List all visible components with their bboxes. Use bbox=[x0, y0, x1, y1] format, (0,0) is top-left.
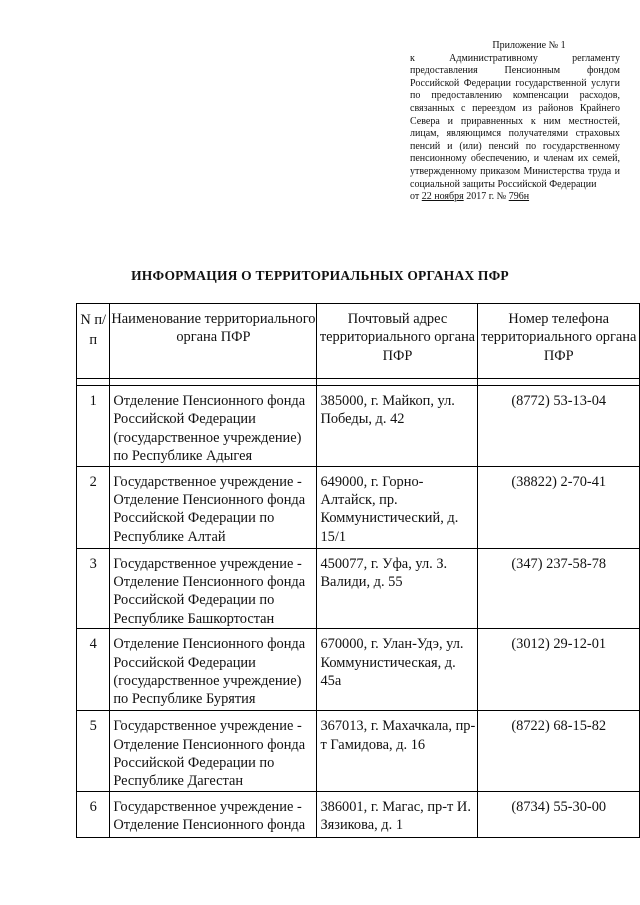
cell-name: Государственное учреждение - Отделение Пенсионного фонда Российской Федерации по Республике Алтай bbox=[110, 466, 317, 548]
doc-number: 796н bbox=[508, 191, 530, 203]
date-prefix: от bbox=[410, 191, 420, 203]
cell-phone: (347) 237-58-78 bbox=[478, 548, 640, 629]
date-value: 22 ноября bbox=[421, 191, 464, 203]
cell-name: Отделение Пенсионного фонда Российской Федерации (государственное учреждение) по Республике Адыгея bbox=[110, 386, 317, 467]
table-row bbox=[77, 466, 640, 548]
cell-n: 5 bbox=[77, 711, 110, 792]
cell-phone: (38822) 2-70-41 bbox=[478, 466, 640, 548]
header-phone: Номер телефона территориального органа ПФР bbox=[478, 304, 640, 379]
cell-name: Государственное учреждение - Отделение Пенсионного фонда bbox=[110, 791, 317, 837]
header-n: N п/п bbox=[77, 304, 110, 379]
cell-n: 2 bbox=[77, 466, 110, 548]
cell-address: 386001, г. Магас, пр-т И. Зязикова, д. 1 bbox=[317, 791, 478, 837]
cell-phone: (8772) 53-13-04 bbox=[478, 386, 640, 467]
cell-address: 670000, г. Улан-Удэ, ул. Коммунистическая, д. 45а bbox=[317, 629, 478, 711]
appendix-date bbox=[410, 191, 620, 204]
header-address: Почтовый адрес территориального органа ПФР bbox=[317, 304, 478, 379]
appendix-note bbox=[410, 40, 620, 204]
cell-n: 6 bbox=[77, 791, 110, 837]
table-row bbox=[77, 629, 640, 711]
cell-name: Государственное учреждение - Отделение Пенсионного фонда Российской Федерации по Республике Дагестан bbox=[110, 711, 317, 792]
page-title: ИНФОРМАЦИЯ О ТЕРРИТОРИАЛЬНЫХ ОРГАНАХ ПФР bbox=[131, 268, 509, 283]
cell-name: Государственное учреждение - Отделение Пенсионного фонда Российской Федерации по Республике Башкортостан bbox=[110, 548, 317, 629]
cell-n: 4 bbox=[77, 629, 110, 711]
appendix-title: Приложение № 1 bbox=[492, 40, 566, 51]
table-spacer-row bbox=[77, 379, 640, 386]
appendix-body: к Административному регламенту предоставления Пенсионным фондом Российской Федерации государственной услуги по предоставлению компенсации расходов, связанных с переездом из районов Крайнего Севера и приравненных к ним местностей, лицам, являющимся получателями страховых пенсий и (или) пенсий по государственному пенсионному обеспечению, и членам их семей, утвержденному приказом Министерства труда и социальной защиты Российской Федерации bbox=[410, 52, 620, 190]
table-row bbox=[77, 386, 640, 467]
cell-phone: (8734) 55-30-00 bbox=[478, 791, 640, 837]
cell-address: 450077, г. Уфа, ул. З. Валиди, д. 55 bbox=[317, 548, 478, 629]
cell-phone: (3012) 29-12-01 bbox=[478, 629, 640, 711]
cell-phone: (8722) 68-15-82 bbox=[478, 711, 640, 792]
cell-name: Отделение Пенсионного фонда Российской Федерации (государственное учреждение) по Республике Бурятия bbox=[110, 629, 317, 711]
table-row bbox=[77, 711, 640, 792]
cell-address: 649000, г. Горно-Алтайск, пр. Коммунистический, д. 15/1 bbox=[317, 466, 478, 548]
table-header-row bbox=[77, 304, 640, 379]
territorial-bodies-table bbox=[76, 303, 640, 838]
date-year: 2017 г. № bbox=[466, 191, 507, 203]
cell-n: 3 bbox=[77, 548, 110, 629]
table-row bbox=[77, 548, 640, 629]
cell-address: 367013, г. Махачкала, пр-т Гамидова, д. 16 bbox=[317, 711, 478, 792]
cell-n: 1 bbox=[77, 386, 110, 467]
header-name: Наименование территориального органа ПФР bbox=[110, 304, 317, 379]
table-row bbox=[77, 791, 640, 837]
cell-address: 385000, г. Майкоп, ул. Победы, д. 42 bbox=[317, 386, 478, 467]
